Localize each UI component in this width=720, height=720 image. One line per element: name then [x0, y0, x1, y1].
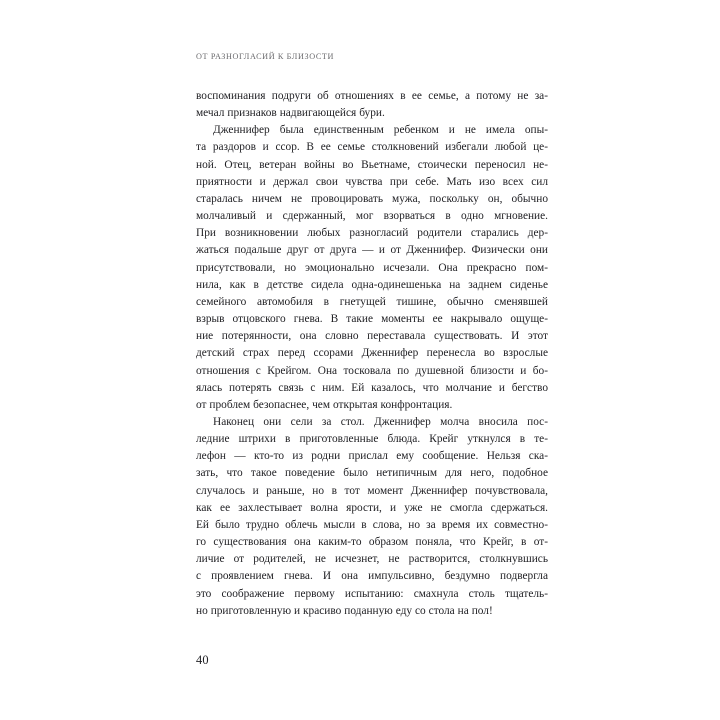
text-line: ние потерянности, она словно переставала существовать. И этот	[196, 330, 548, 343]
text-line: Ей было трудно облечь мысли в слова, но за время их совместно-	[196, 518, 548, 531]
text-line: приятности и держал свои чувства при себе. Мать изо всех сил	[196, 175, 548, 188]
text-line: ялась потерять связь с ним. Ей казалось, что молчание и бегство	[196, 381, 548, 394]
text-line: взрыв отцовского гнева. В такие моменты ее накрывало ощуще-	[196, 313, 548, 326]
text-line: как ее захлестывает волна ярости, и уже не смогла сдержаться.	[196, 501, 548, 514]
text-line: воспоминания подруги об отношениях в ее семье, а потому не за-	[196, 90, 548, 102]
text-line: молчаливый и сдержанный, мог взорваться в одно мгновение.	[196, 210, 548, 223]
paragraph	[196, 122, 548, 414]
text-line: лефон — кто-то из родни прислал ему сообщение. Нельзя ска-	[196, 450, 548, 463]
body-text-column	[196, 88, 548, 620]
text-line: При возникновении любых разногласий родители старались дер-	[196, 227, 548, 240]
text-line: ледние штрихи в приготовленные блюда. Крейг уткнулся в те-	[196, 433, 548, 446]
text-line: мечал признаков надвигающейся бури.	[196, 107, 385, 120]
text-line: ной. Отец, ветеран войны во Вьетнаме, стоически переносил не-	[196, 158, 548, 171]
text-line: личие от родителей, не исчезнет, не растворится, столкнувшись	[196, 553, 548, 566]
text-line: отношения с Крейгом. Она тосковала по душевной близости и бо-	[196, 364, 548, 377]
text-line: случалось и раньше, но в тот момент Дженнифер почувствовала,	[196, 484, 548, 497]
paragraph	[196, 414, 548, 620]
paragraph	[196, 88, 548, 122]
page-number: 40	[196, 653, 209, 667]
text-line: Наконец они сели за стол. Дженнифер молча вносила пос-	[213, 415, 548, 428]
text-line: го существования она каким-то образом поняла, что Крейг, в от-	[196, 536, 548, 549]
text-line: детский страх перед ссорами Дженнифер перенесла во взрослые	[196, 347, 548, 360]
text-line: но приготовленную и красиво поданную еду со стола на пол!	[196, 604, 493, 617]
text-line: жаться подальше друг от друга — и от Дженнифер. Физически они	[196, 244, 548, 257]
text-line: та раздоров и ссор. В ее семье столкновений избегали любой це-	[196, 141, 548, 154]
text-line: с проявлением гнева. И она импульсивно, бездумно подвергла	[196, 570, 548, 583]
text-line: зать, что такое поведение было нетипичным для него, подобное	[196, 467, 548, 480]
text-line: это соображение первому испытанию: смахнула столь тщатель-	[196, 587, 548, 600]
text-line: семейного автомобиля в гнетущей тишине, обычно сменявшей	[196, 295, 548, 308]
text-line: нила, как в детстве сидела одна-одинешенька на заднем сиденье	[196, 278, 548, 291]
text-line: старалась ничем не провоцировать мужа, поскольку он, обычно	[196, 192, 548, 205]
text-line: от проблем безопаснее, чем открытая конфронтация.	[196, 398, 453, 411]
text-line: присутствовали, но эмоционально исчезали. Она прекрасно пом-	[196, 261, 548, 274]
text-line: Дженнифер была единственным ребенком и не имела опы-	[213, 124, 548, 137]
running-header: ОТ РАЗНОГЛАСИЙ К БЛИЗОСТИ	[196, 52, 335, 61]
